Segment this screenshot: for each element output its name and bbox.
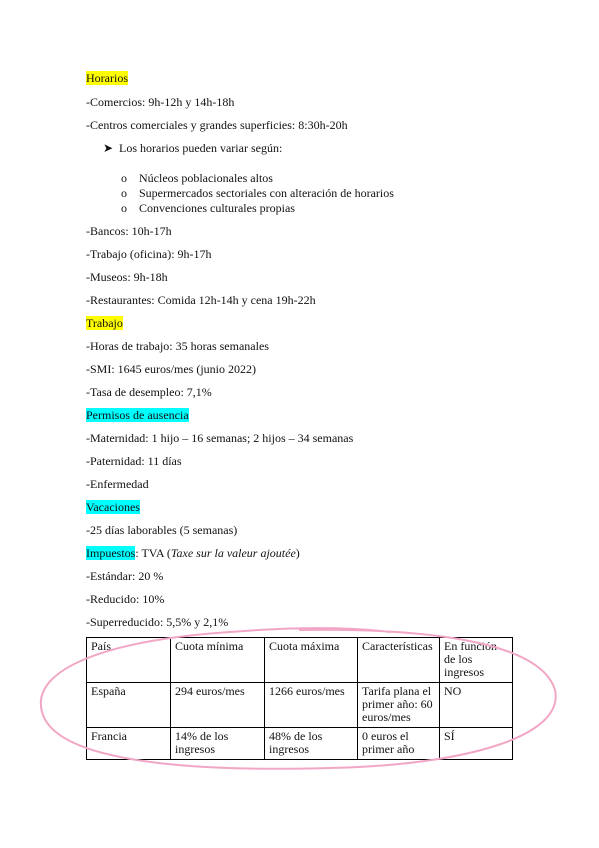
pueden-variar-line: Los horarios pueden variar según: bbox=[119, 141, 283, 155]
maternidad-line: -Maternidad: 1 hijo – 16 semanas; 2 hijos – 34 semanas bbox=[86, 431, 354, 445]
enfermedad-line: -Enfermedad bbox=[86, 477, 149, 491]
table-cell: SÍ bbox=[440, 728, 513, 760]
table-cell: 48% de los ingresos bbox=[265, 728, 358, 760]
circle-bullet-icon: o bbox=[121, 201, 127, 215]
table-cell: NO bbox=[440, 683, 513, 728]
horas-line: -Horas de trabajo: 35 horas semanales bbox=[86, 339, 269, 353]
table-header-cell: País bbox=[87, 638, 171, 683]
restaurantes-line: -Restaurantes: Comida 12h-14h y cena 19h-22h bbox=[86, 293, 316, 307]
impuestos-heading: Impuestos: TVA (Taxe sur la valeur ajoutée) bbox=[86, 546, 300, 560]
subitem: Convenciones culturales propias bbox=[139, 201, 295, 215]
museos-line: -Museos: 9h-18h bbox=[86, 270, 168, 284]
trabajo-heading: Trabajo bbox=[86, 316, 123, 330]
horarios-heading: Horarios bbox=[86, 71, 128, 85]
table-cell: España bbox=[87, 683, 171, 728]
table-header-cell: Cuota máxima bbox=[265, 638, 358, 683]
paternidad-line: -Paternidad: 11 días bbox=[86, 454, 182, 468]
permisos-heading: Permisos de ausencia bbox=[86, 408, 189, 422]
tasa-line: -Tasa de desempleo: 7,1% bbox=[86, 385, 212, 399]
subitem: Supermercados sectoriales con alteración de horarios bbox=[139, 186, 394, 200]
comercios-line: -Comercios: 9h-12h y 14h-18h bbox=[86, 95, 235, 109]
table-cell: 294 euros/mes bbox=[171, 683, 265, 728]
table-header-cell: Cuota mínima bbox=[171, 638, 265, 683]
arrow-bullet-icon: ➤ bbox=[103, 141, 114, 155]
vacaciones-heading: Vacaciones bbox=[86, 500, 140, 514]
table-cell: 0 euros el primer año bbox=[358, 728, 440, 760]
vacaciones-line: -25 días laborables (5 semanas) bbox=[86, 523, 238, 537]
smi-line: -SMI: 1645 euros/mes (junio 2022) bbox=[86, 362, 256, 376]
bancos-line: -Bancos: 10h-17h bbox=[86, 224, 172, 238]
table-cell: 14% de los ingresos bbox=[171, 728, 265, 760]
circle-bullet-icon: o bbox=[121, 171, 127, 185]
table-cell: Tarifa plana el primer año: 60 euros/mes bbox=[358, 683, 440, 728]
reducido-line: -Reducido: 10% bbox=[86, 592, 165, 606]
table-cell: Francia bbox=[87, 728, 171, 760]
table-cell: 1266 euros/mes bbox=[265, 683, 358, 728]
table-header-cell: Características bbox=[358, 638, 440, 683]
circle-bullet-icon: o bbox=[121, 186, 127, 200]
centros-line: -Centros comerciales y grandes superficies: 8:30h-20h bbox=[86, 118, 348, 132]
estandar-line: -Estándar: 20 % bbox=[86, 569, 164, 583]
trabajo-oficina-line: -Trabajo (oficina): 9h-17h bbox=[86, 247, 212, 261]
table-header-cell: En función de los ingresos bbox=[440, 638, 513, 683]
superreducido-line: -Superreducido: 5,5% y 2,1% bbox=[86, 615, 229, 629]
subitem: Núcleos poblacionales altos bbox=[139, 171, 273, 185]
